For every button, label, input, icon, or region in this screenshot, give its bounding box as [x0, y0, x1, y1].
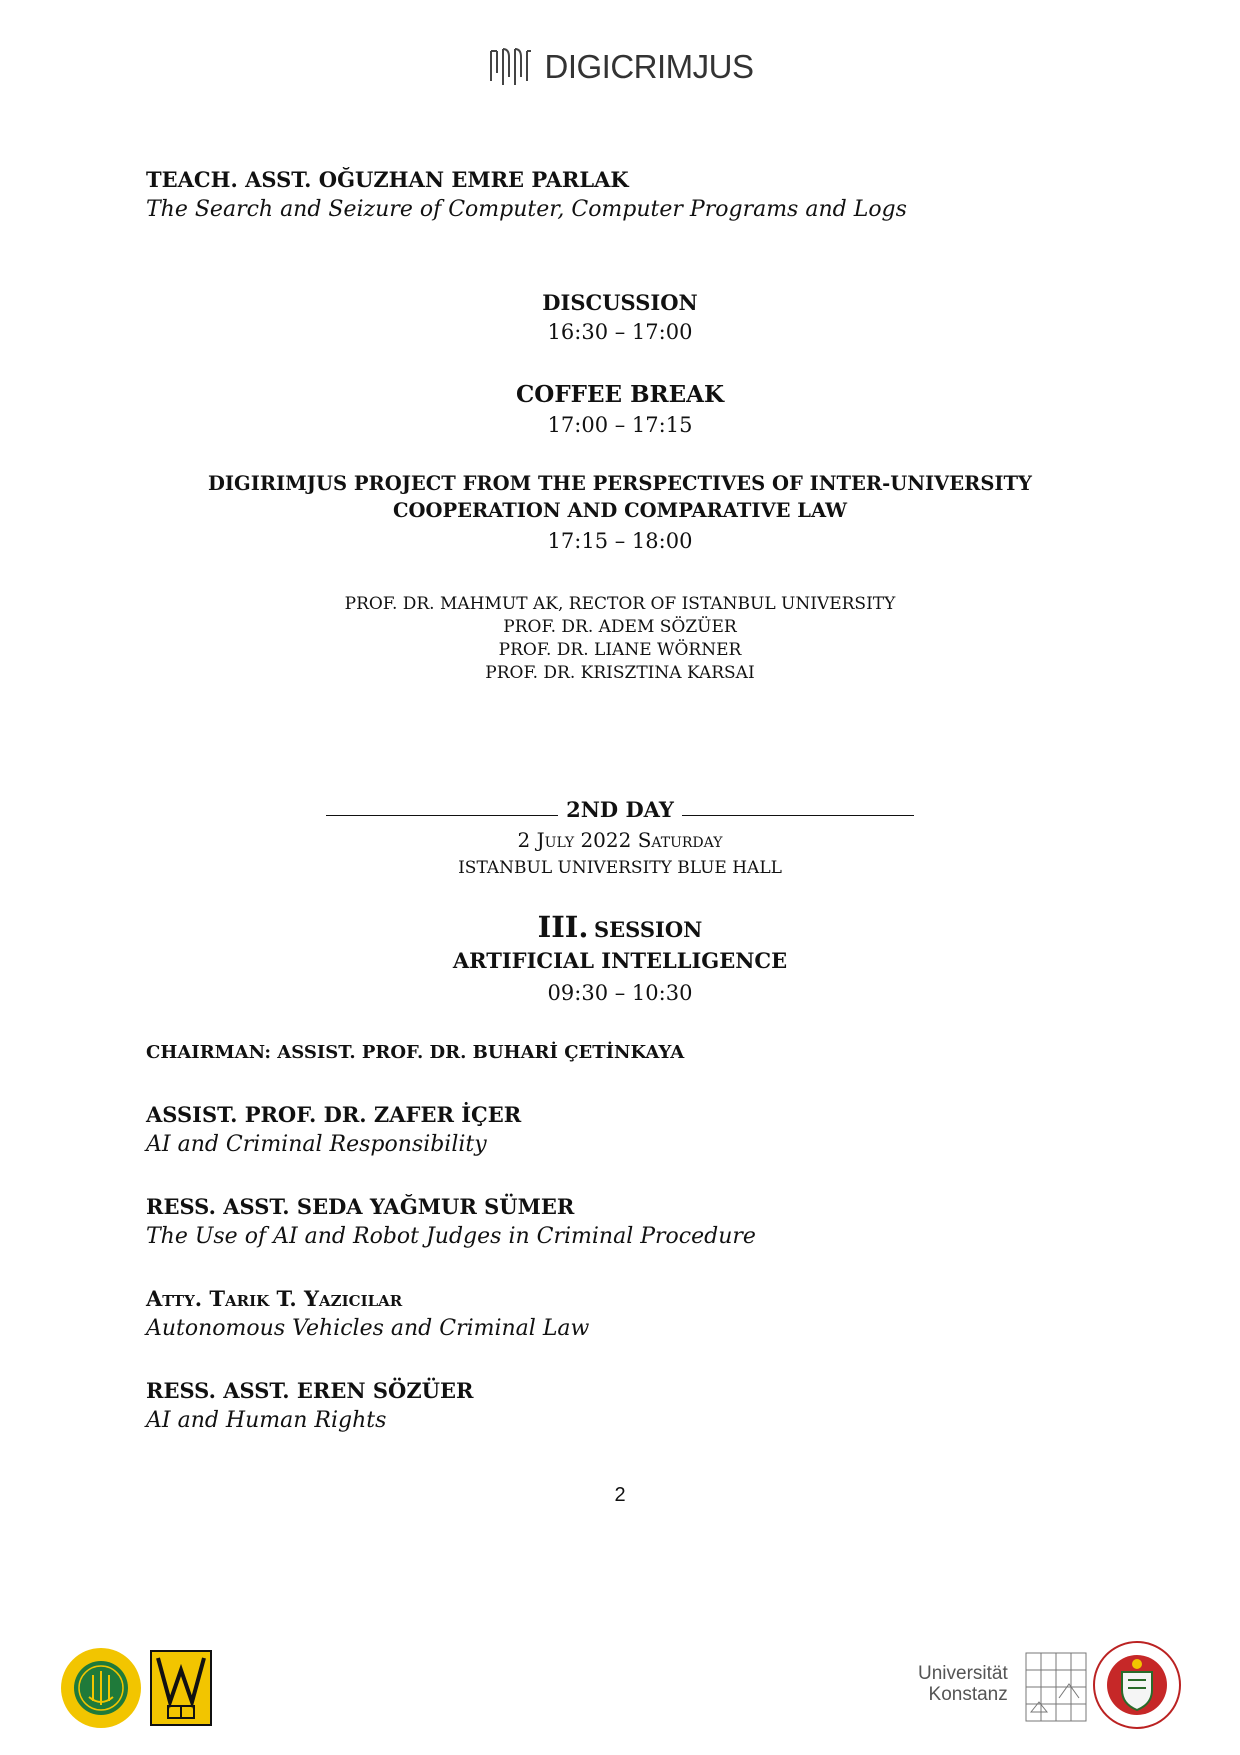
speaker-name: RESS. ASST. SEDA YAĞMUR SÜMER [146, 1194, 575, 1219]
speaker-name: ASSIST. PROF. DR. ZAFER İÇER [146, 1102, 522, 1127]
logo-text: DIGICRIMJUS [544, 48, 754, 85]
konstanz-line1: Universität [918, 1663, 1008, 1684]
digicrimjus-logo-icon [487, 45, 535, 89]
session-time: 09:30 – 10:30 [547, 981, 693, 1005]
session-numeral: III. [537, 910, 589, 944]
project-speaker: PROF. DR. ADEM SÖZÜER [503, 617, 737, 637]
page-number: 2 [614, 1484, 626, 1506]
coffee-break-heading: COFFEE BREAK [516, 381, 724, 408]
day2-venue: ISTANBUL UNIVERSITY BLUE HALL [458, 858, 782, 878]
talk-title: AI and Human Rights [146, 1408, 387, 1433]
project-time: 17:15 – 18:00 [547, 529, 693, 553]
talk-title: Autonomous Vehicles and Criminal Law [146, 1316, 590, 1341]
speaker-name: Atty. Tarik T. Yazicilar [146, 1286, 403, 1311]
project-heading-line1: DIGIRIMJUS PROJECT FROM THE PERSPECTIVES OF INTER-UNIVERSITY [208, 472, 1032, 495]
header-logo [0, 45, 1240, 89]
day2-date: 2 July 2022 Saturday [517, 828, 723, 852]
law-faculty-logo-icon [150, 1650, 212, 1726]
talk-title: AI and Criminal Responsibility [146, 1132, 487, 1157]
coffee-break-time: 17:00 – 17:15 [547, 413, 693, 437]
konstanz-line2: Konstanz [928, 1684, 1008, 1705]
session-word: SESSION [594, 917, 703, 942]
discussion-time: 16:30 – 17:00 [547, 320, 693, 344]
project-speaker-list [0, 593, 1240, 685]
session-heading [0, 910, 1240, 944]
day2-heading [0, 797, 1240, 822]
project-heading-line2: COOPERATION AND COMPARATIVE LAW [392, 499, 848, 522]
project-speaker: PROF. DR. LIANE WÖRNER [498, 640, 742, 660]
day2-label: 2ND DAY [566, 797, 674, 822]
talk-title: The Search and Seizure of Computer, Computer Programs and Logs [146, 197, 907, 222]
speaker-name: TEACH. ASST. OĞUZHAN EMRE PARLAK [146, 167, 629, 192]
session-topic: ARTIFICIAL INTELLIGENCE [452, 948, 788, 973]
konstanz-grid-logo-icon [1025, 1652, 1087, 1722]
istanbul-university-seal-icon [60, 1647, 142, 1729]
divider-left [326, 815, 558, 816]
session-chairman: CHAIRMAN: ASSIST. PROF. DR. BUHARİ ÇETİNKAYA [146, 1042, 685, 1063]
konstanz-wordmark [918, 1663, 1008, 1705]
eotvos-university-seal-icon [1092, 1640, 1182, 1730]
project-speaker: PROF. DR. MAHMUT AK, RECTOR OF ISTANBUL UNIVERSITY [344, 594, 896, 614]
talk-title: The Use of AI and Robot Judges in Criminal Procedure [146, 1224, 756, 1249]
project-speaker: PROF. DR. KRISZTINA KARSAI [485, 663, 755, 683]
divider-right [682, 815, 914, 816]
speaker-name: RESS. ASST. EREN SÖZÜER [146, 1378, 474, 1403]
discussion-heading: DISCUSSION [542, 290, 698, 315]
